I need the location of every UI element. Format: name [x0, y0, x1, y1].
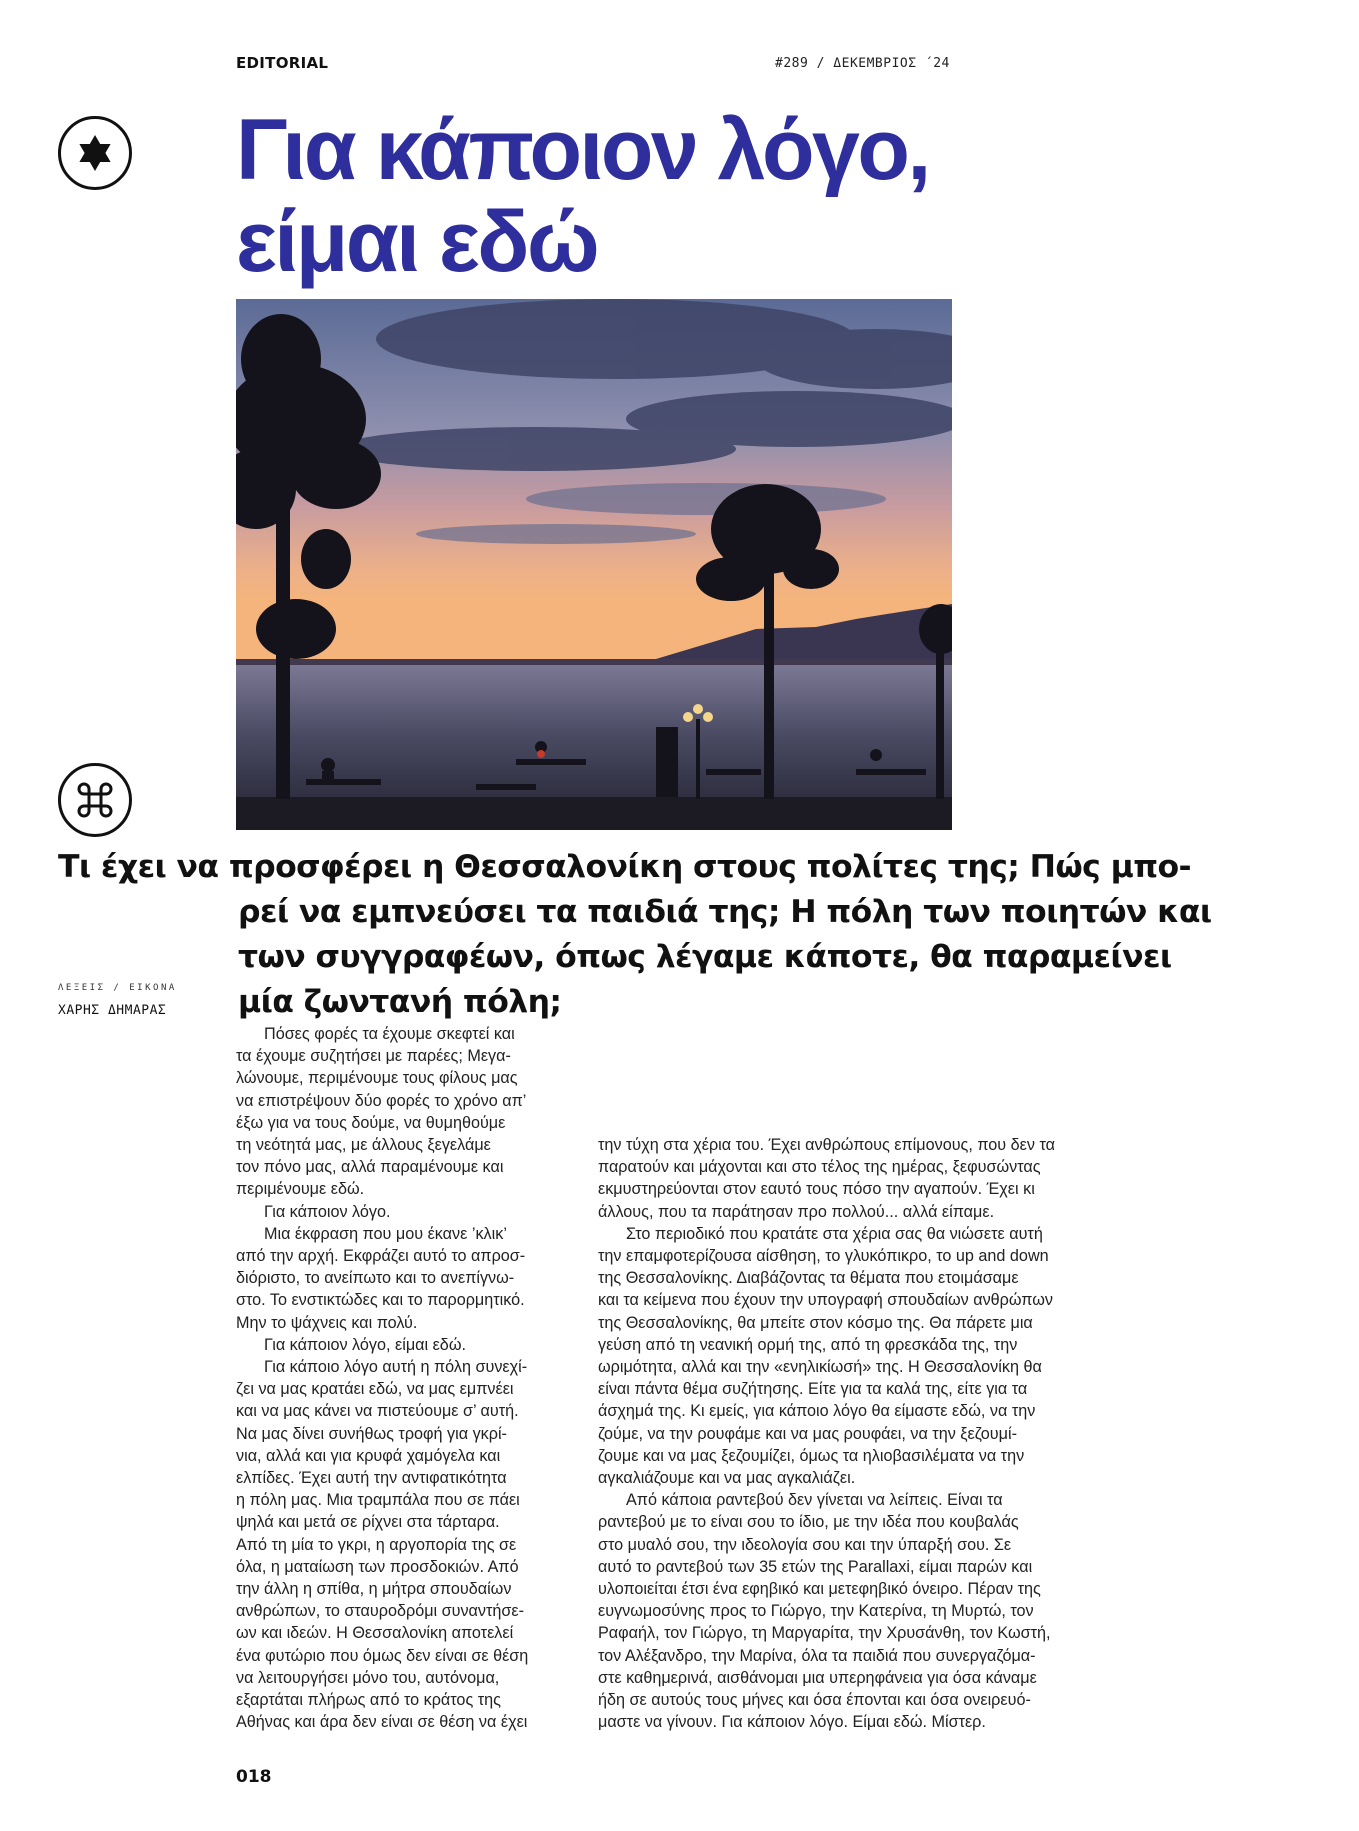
lead-paragraph — [58, 845, 1278, 1025]
body-line: μαστε να γίνουν. Για κάποιον λόγο. Είμαι εδώ. Μίστερ. — [598, 1713, 986, 1732]
body-line: περιμένουμε εδώ. — [236, 1180, 365, 1199]
body-column-left — [236, 1023, 572, 1734]
body-line: διόριστο, το ανείπωτο και το ανεπίγνω- — [236, 1269, 515, 1288]
command-icon — [58, 763, 132, 837]
body-line: ζει να μας κρατάει εδώ, να μας εμπνέει — [236, 1380, 514, 1399]
body-line: τον πόνο μας, αλλά παραμένουμε και — [236, 1158, 504, 1177]
body-line: Από τη μία το γκρι, η αργοπορία της σε — [236, 1535, 517, 1554]
section-label: EDITORIAL — [236, 54, 329, 72]
sunset-photo — [236, 299, 952, 830]
body-line: Αθήνας και άρα δεν είναι σε θέση να έχει — [236, 1713, 528, 1732]
body-line: ένα φυτώριο που όμως δεν είναι σε θέση — [236, 1646, 529, 1665]
body-line: τη νεότητά μας, με άλλους ξεγελάμε — [236, 1136, 491, 1155]
body-line: ων και ιδεών. Η Θεσσαλονίκη αποτελεί — [236, 1624, 514, 1643]
body-line: εκμυστηρεύονται στον εαυτό τους πόσο την αγαπούν. Έχει κι — [598, 1180, 1035, 1199]
body-line: και να μας κάνει να πιστεύουμε σ’ αυτή. — [236, 1402, 519, 1421]
body-line: αγκαλιάζουμε και να μας αγκαλιάζει. — [598, 1469, 856, 1488]
body-line: ψηλά και μετά σε ρίχνει στα τάρταρα. — [236, 1513, 500, 1532]
author-name: ΧΑΡΗΣ ΔΗΜΑΡΑΣ — [58, 1003, 167, 1018]
body-line: Ραφαήλ, τον Γιώργο, τη Μαργαρίτα, την Χρυσάνθη, τον Κωστή, — [598, 1624, 1051, 1643]
body-line: όλα, η ματαίωση των προσδοκιών. Από — [236, 1557, 519, 1576]
lead-line: ρεί να εμπνεύσει τα παιδιά της; Η πόλη των ποιητών και — [238, 894, 1212, 930]
body-line: άλλους, που τα παράτησαν προ πολλού... αλλά είπαμε. — [598, 1202, 995, 1221]
body-line: παρατούν και μάχονται και στο τέλος της ημέρας, ξεφυσώντας — [598, 1158, 1041, 1177]
body-line: γεύση από τη νεανική ορμή της, από τη φρεσκάδα της, την — [598, 1335, 1018, 1354]
body-line: στε καθημερινά, αισθάνομαι μια υπερηφάνεια για όσα κάναμε — [598, 1668, 1037, 1687]
body-line: Να μας δίνει συνήθως τροφή για γκρί- — [236, 1424, 507, 1443]
lead-line: Τι έχει να προσφέρει η Θεσσαλονίκη στους πολίτες της; Πώς μπο- — [58, 849, 1192, 885]
body-line: και τα κείμενα που έχουν την υπογραφή σπουδαίων ανθρώπων — [598, 1291, 1053, 1310]
body-line: η πόλη μας. Μια τραμπάλα που σε πάει — [236, 1491, 520, 1510]
title-line-2: είμαι εδώ — [236, 194, 598, 290]
title-line-1: Για κάποιον λόγο, — [236, 102, 929, 198]
article-title — [236, 104, 929, 288]
body-line: είναι πάντα θέμα συζήτησης. Είτε για τα καλά της, είτε για τα — [598, 1380, 1028, 1399]
body-line: άσχημά της. Κι εμείς, για κάποιο λόγο θα είμαστε εδώ, να την — [598, 1402, 1036, 1421]
body-line: Μια έκφραση που μου έκανε ’κλικ’ — [264, 1224, 507, 1243]
body-line: τα έχουμε συζητήσει με παρέες; Μεγα- — [236, 1047, 511, 1066]
body-line: υλοποιείται έτσι ένα εφηβικό και μετεφηβικό όνειρο. Πέραν της — [598, 1580, 1041, 1599]
body-line: την τύχη στα χέρια του. Έχει ανθρώπους επίμονους, που δεν τα — [598, 1136, 1055, 1154]
body-line: ελπίδες. Έχει αυτή την αντιφατικότητα — [236, 1469, 507, 1488]
body-line: έξω για να τους δούμε, να θυμηθούμε — [236, 1113, 506, 1132]
body-line: της Θεσσαλονίκης, θα μπείτε στον κόσμο της. Θα πάρετε μια — [598, 1313, 1033, 1332]
body-line: τον Αλέξανδρο, την Μαρίνα, όλα τα παιδιά που συνεργαζόμα- — [598, 1646, 1036, 1665]
body-line: ευγνωμοσύνης προς το Γιώργο, την Κατερίνα, τη Μυρτώ, τον — [598, 1602, 1034, 1621]
body-line: ζούμε, να την ρουφάμε και να μας ρουφάει, να την ξεζουμί- — [598, 1424, 1017, 1443]
body-line: να επιστρέψουν δύο φορές το χρόνο απ’ — [236, 1091, 527, 1110]
body-line: στο μυαλό σου, την ιδεολογία σου και την ύπαρξή σου. Σε — [598, 1535, 1012, 1554]
body-line: Μην το ψάχνεις και πολύ. — [236, 1313, 418, 1332]
body-line: να λειτουργήσει μόνο του, αυτόνομα, — [236, 1668, 500, 1687]
body-line: την επαμφοτερίζουσα αίσθηση, το γλυκόπικρο, το up and down — [598, 1247, 1049, 1266]
body-line: Στο περιοδικό που κρατάτε στα χέρια σας θα νιώσετε αυτή — [626, 1224, 1043, 1243]
body-line: ανθρώπων, το σταυροδρόμι συναντήσε- — [236, 1602, 525, 1621]
body-line: ζουμε και να μας ξεζουμίζει, όμως τα ηλιοβασιλέματα να την — [598, 1446, 1025, 1465]
body-column-right — [598, 1134, 1108, 1733]
credit-label: ΛΕΞΕΙΣ / ΕΙΚΟΝΑ — [58, 983, 177, 993]
body-line: της Θεσσαλονίκης. Διαβάζοντας τα θέματα που ετοιμάσαμε — [598, 1269, 1019, 1288]
body-line: ραντεβού με το είναι σου το ίδιο, με την ιδέα που κουβαλάς — [598, 1513, 1019, 1532]
body-line: στο. Το ενστικτώδες και το παρορμητικό. — [236, 1291, 525, 1310]
body-line: Πόσες φορές τα έχουμε σκεφτεί και — [264, 1025, 515, 1043]
star-icon — [58, 116, 132, 190]
body-line: ήδη σε αυτούς τους μήνες και όσα έπονται και όσα ονειρευό- — [598, 1691, 1031, 1710]
body-line: Για κάποιον λόγο. — [264, 1202, 391, 1221]
page-number: 018 — [236, 1767, 272, 1787]
body-line: ωριμότητα, αλλά και την «ενηλικίωσή» της. Η Θεσσαλονίκη θα — [598, 1358, 1042, 1377]
body-line: από την αρχή. Εκφράζει αυτό το απροσ- — [236, 1247, 526, 1266]
body-line: την άλλη η σπίθα, η μήτρα σπουδαίων — [236, 1580, 512, 1599]
body-line: Για κάποιο λόγο αυτή η πόλη συνεχί- — [264, 1358, 528, 1377]
body-line: Για κάποιον λόγο, είμαι εδώ. — [264, 1335, 466, 1354]
body-line: αυτό το ραντεβού των 35 ετών της Parallaxi, είμαι παρών και — [598, 1557, 1033, 1576]
body-line: λώνουμε, περιμένουμε τους φίλους μας — [236, 1069, 518, 1088]
body-line: εξαρτάται πλήρως από το κράτος της — [236, 1691, 501, 1710]
lead-line: των συγγραφέων, όπως λέγαμε κάποτε, θα παραμείνει — [238, 939, 1172, 975]
lead-line: μία ζωντανή πόλη; — [238, 984, 562, 1020]
issue-info: #289 / ΔΕΚΕΜΒΡΙΟΣ ΄24 — [775, 56, 950, 71]
body-line: Από κάποια ραντεβού δεν γίνεται να λείπεις. Είναι τα — [626, 1491, 1003, 1510]
body-line: νια, αλλά και για κρυφά χαμόγελα και — [236, 1446, 501, 1465]
